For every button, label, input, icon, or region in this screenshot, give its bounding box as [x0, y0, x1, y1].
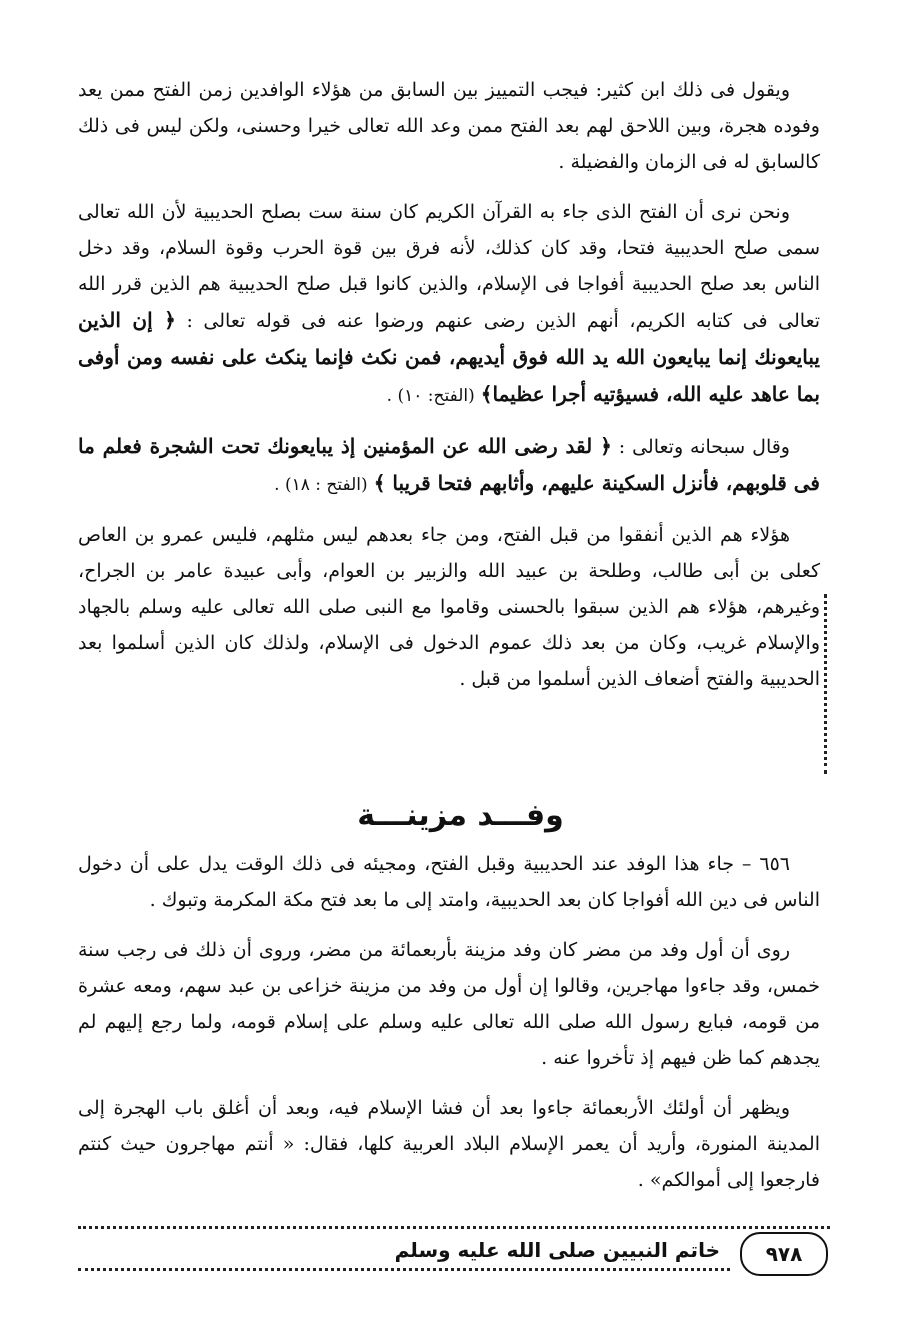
paragraph-656: ٦٥٦ – جاء هذا الوفد عند الحديبية وقبل الفتح، ومجيئه فى ذلك الوقت يدل على أن دخول الناس فى دين الله أفواجا كان بعد الحديبية، وامتد إلى ما بعد فتح مكة المكرمة وتبوك . — [78, 853, 820, 911]
paragraph-muzaynah-400: روى أن أول وفد من مضر كان وفد مزينة بأربعمائة من مضر، وروى أن ذلك فى رجب سنة خمس، وقد جاءوا مهاجرين، وقالوا إن أول من وفد من مزينة خزاعى بن عبد سهم، ومعه عشرة من قومه، فبايع رسول الله صلى الله تعالى عليه وسلم على إسلام قومه، ولما رجع إليهم لم يجدهم كما ظن فيهم إذ تأخروا عنه . — [78, 939, 820, 1069]
page-footer — [78, 1226, 830, 1282]
paragraph-companions: هؤلاء هم الذين أنفقوا من قبل الفتح، ومن جاء بعدهم ليس مثلهم، فليس عمرو بن العاص كعلى بن أبى طالب، وطلحة بن عبيد الله والزبير بن العوام، وأبى عبيدة عامر بن الجراح، وغيرهم، هؤلاء هم الذين سبقوا بالحسنى وقاموا مع النبى صلى الله تعالى عليه وسلم بالجهاد والإسلام غريب، وكان من بعد ذلك عموم الدخول فى الإسلام، ولذلك كان الذين أسلموا بعد الحديبية والفتح أضعاف الذين أسلموا من قبل . — [78, 524, 820, 690]
quran-ref-fath-18: (الفتح : ١٨) . — [274, 475, 368, 495]
quran-quote-fath-10: ﴿ إن الذين يبايعونك إنما يبايعون الله يد الله فوق أيديهم، فمن نكث فإنما ينكث على نفسه ومن أوفى بما عاهد عليه الله، فسيؤتيه أجرا عظيما﴾ — [78, 308, 820, 406]
paragraph-ridwan-intro: وقال سبحانه وتعالى : — [618, 436, 790, 458]
text-upper — [78, 72, 820, 711]
footer-dotted-rule — [78, 1268, 730, 1271]
footer-rule — [78, 1226, 830, 1229]
margin-dotted-line — [824, 594, 827, 774]
text-lower — [78, 846, 820, 1212]
paragraph-ibn-kathir: ويقول فى ذلك ابن كثير: فيجب التمييز بين السابق من هؤلاء الوافدين زمن الفتح ممن يعد وفوده هجرة، وبين اللاحق لهم بعد الفتح ممن وعد الله تعالى خيرا وحسنى، ولكن ليس فى ذلك كالسابق له فى الزمان والفضيلة . — [78, 79, 820, 173]
quran-quote-fath-18: ﴿ لقد رضى الله عن المؤمنين إذ يبايعونك تحت الشجرة فعلم ما فى قلوبهم، فأنزل السكينة عليهم، وأثابهم فتحا قريبا ﴾ — [78, 434, 820, 495]
paragraph-hudaybiyyah-intro: ونحن نرى أن الفتح الذى جاء به القرآن الكريم كان سنة ست بصلح الحديبية لأن الله تعالى سمى صلح الحديبية فتحا، وقد كان كذلك، لأنه فرق بين قوة الحرب وقوة السلام، وقد دخل الناس بعد صلح الحديبية أفواجا فى الإسلام، والذين كانوا قبل صلح الحديبية هم الذين قرر الله تعالى فى كتابه الكريم، أنهم الذين رضى عنهم ورضوا عنه فى قوله تعالى : — [78, 201, 821, 332]
footer-book-title: خاتم النبيين صلى الله عليه وسلم — [394, 1238, 720, 1262]
page-number: ٩٧٨ — [740, 1232, 828, 1276]
section-heading: وفـــد مزينـــة — [357, 798, 564, 833]
paragraph-hudaybiyyah — [78, 194, 820, 414]
paragraph-hijrah-closed: ويظهر أن أولئك الأربعمائة جاءوا بعد أن فشا الإسلام فيه، وبعد أن أغلق باب الهجرة إلى المدينة المنورة، وأريد أن يعمر الإسلام البلاد العربية كلها، فقال: « أنتم مهاجرون حيث كنتم فارجعوا إلى أموالكم» . — [78, 1097, 820, 1191]
paragraph-ridwan — [78, 428, 820, 503]
quran-ref-fath-10: (الفتح: ١٠) . — [386, 386, 475, 406]
